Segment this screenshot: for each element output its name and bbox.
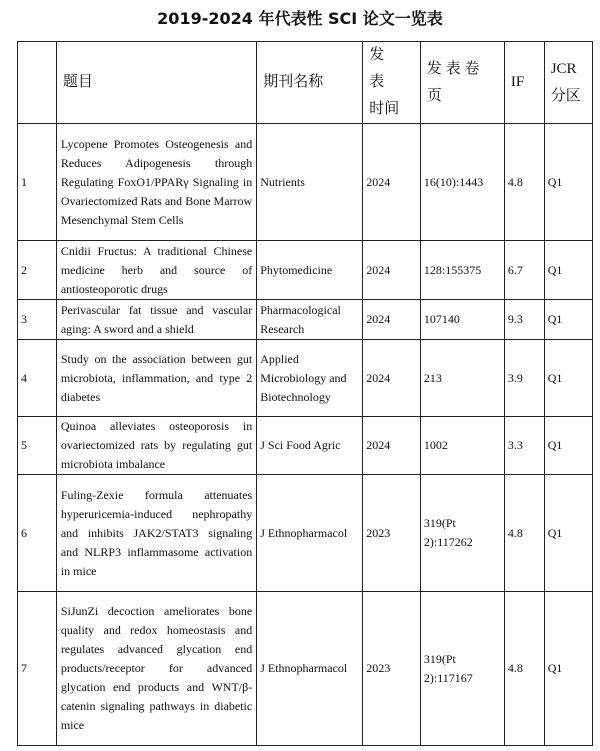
- row-journal: Phytomedicine: [257, 241, 363, 300]
- publication-table: [17, 41, 593, 746]
- row-no: 3: [18, 300, 57, 340]
- row-jcr: Q1: [544, 124, 592, 241]
- row-journal: J Ethnopharmacol: [257, 592, 363, 746]
- table-row: [18, 340, 593, 417]
- row-if: 9.3: [504, 300, 544, 340]
- header-title: 题目: [56, 42, 256, 124]
- row-title: SiJunZi decoction ameliorates bone quality and redox homeostasis and regulates advanced glycation end products/receptor for advanced glycation end products and WNT/β-catenin signaling pathways in diabetic mice: [56, 592, 256, 746]
- header-volume-line1: 发 表 卷: [426, 60, 480, 77]
- row-journal: Nutrients: [257, 124, 363, 241]
- row-jcr: Q1: [544, 340, 592, 417]
- row-no: 4: [18, 340, 57, 417]
- row-title: Lycopene Promotes Osteogenesis and Reduces Adipogenesis through Regulating FoxO1/PPARγ Signaling in Ovariectomized Rats and Bone Marrow Mesenchymal Stem Cells: [56, 124, 256, 241]
- header-volume: [420, 42, 504, 124]
- row-no: 6: [18, 475, 57, 592]
- row-jcr: Q1: [544, 241, 592, 300]
- row-volume: 319(Pt 2):117262: [420, 475, 504, 592]
- row-volume: 319(Pt 2):117167: [420, 592, 504, 746]
- row-no: 2: [18, 241, 57, 300]
- row-if: 4.8: [504, 475, 544, 592]
- table-row: [18, 241, 593, 300]
- row-if: 3.9: [504, 340, 544, 417]
- table-row: [18, 475, 593, 592]
- row-title: Cnidii Fructus: A traditional Chinese medicine herb and source of antiosteoporotic drugs: [56, 241, 256, 300]
- page-title: 2019-2024 年代表性 SCI 论文一览表: [157, 9, 443, 28]
- row-if: 4.8: [504, 592, 544, 746]
- row-volume: 1002: [420, 417, 504, 475]
- row-title: Fuling-Zexie formula attenuates hyperuricemia-induced nephropathy and inhibits JAK2/STAT3 signaling and NLRP3 inflammasome activation in mice: [56, 475, 256, 592]
- row-year: 2024: [363, 300, 421, 340]
- row-if: 6.7: [504, 241, 544, 300]
- row-volume: 213: [420, 340, 504, 417]
- row-journal: Applied Microbiology and Biotechnology: [257, 340, 363, 417]
- header-time: [363, 42, 421, 124]
- row-year: 2024: [363, 241, 421, 300]
- header-journal: 期刊名称: [257, 42, 363, 124]
- row-jcr: Q1: [544, 300, 592, 340]
- row-no: 5: [18, 417, 57, 475]
- header-time-line1: 发 表: [369, 47, 394, 90]
- table-row: [18, 592, 593, 746]
- row-if: 3.3: [504, 417, 544, 475]
- header-if: IF: [504, 42, 544, 124]
- row-jcr: Q1: [544, 475, 592, 592]
- row-jcr: Q1: [544, 417, 592, 475]
- row-year: 2024: [363, 340, 421, 417]
- row-volume: 128:155375: [420, 241, 504, 300]
- header-time-line2: 时间: [369, 101, 400, 117]
- row-year: 2023: [363, 592, 421, 746]
- row-year: 2024: [363, 124, 421, 241]
- header-jcr-line1: JCR: [550, 60, 577, 77]
- row-journal: Pharmacological Research: [257, 300, 363, 340]
- row-volume: 16(10):1443: [420, 124, 504, 241]
- row-year: 2023: [363, 475, 421, 592]
- header-no: [18, 42, 57, 124]
- row-title: Quinoa alleviates osteoporosis in ovariectomized rats by regulating gut microbiota imbalance: [56, 417, 256, 475]
- row-jcr: Q1: [544, 592, 592, 746]
- table-row: [18, 124, 593, 241]
- row-year: 2024: [363, 417, 421, 475]
- header-jcr: [544, 42, 592, 124]
- row-journal: J Ethnopharmacol: [257, 475, 363, 592]
- header-volume-line2: 页: [426, 87, 442, 104]
- table-row: [18, 300, 593, 340]
- row-no: 1: [18, 124, 57, 241]
- row-no: 7: [18, 592, 57, 746]
- table-row: [18, 417, 593, 475]
- header-jcr-line2: 分区: [550, 87, 581, 104]
- row-if: 4.8: [504, 124, 544, 241]
- row-title: Study on the association between gut microbiota, inflammation, and type 2 diabetes: [56, 340, 256, 417]
- table-header-row: [18, 42, 593, 124]
- row-volume: 107140: [420, 300, 504, 340]
- row-journal: J Sci Food Agric: [257, 417, 363, 475]
- row-title: Perivascular fat tissue and vascular aging: A sword and a shield: [56, 300, 256, 340]
